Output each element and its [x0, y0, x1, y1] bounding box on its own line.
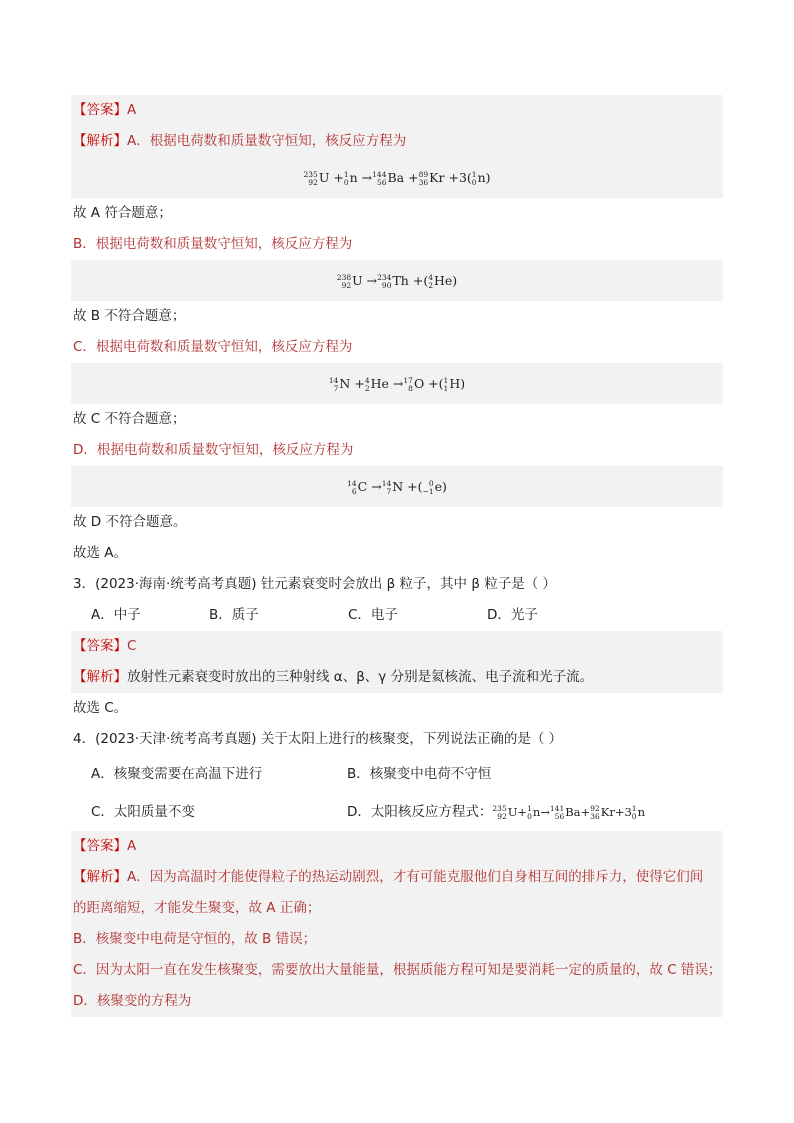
q2-answer-row: [71, 95, 723, 126]
analysis-tag: 【解析】: [73, 133, 127, 149]
q4-answer-row: [71, 831, 723, 862]
analysis-text: A．根据电荷数和质量数守恒知，核反应方程为: [127, 133, 407, 149]
equation-a: 235 92 U + 1 0 n → 144 56 Ba + 89 36 Kr +3( 1 0 n): [71, 157, 723, 198]
option-c: C．电子: [348, 607, 398, 623]
option-d: D．太阳核反应方程式： 235 92 U+ 1 0 n→ 141 56 Ba+ 92 36 Kr+3 1 0 n: [347, 804, 645, 821]
equation-c: 14 7 N + 4 2 He → 17 8 O +( 1 1 H): [71, 363, 723, 404]
q4-analysis-a-line1: [71, 862, 723, 893]
option-c: C．太阳质量不变: [91, 804, 195, 820]
conclusion-c: 故 C 不符合题意；: [73, 411, 186, 427]
conclusion-a: 故 A 符合题意；: [73, 205, 172, 221]
option-b: B．核聚变中电荷不守恒: [347, 766, 492, 782]
answer-value: C: [127, 638, 137, 654]
equation-d: 14 6 C → 14 7 N +( 0 −1 e): [71, 466, 723, 507]
document-page: [71, 95, 723, 1017]
q4-analysis-a-line2: 的距离缩短，才能发生聚变，故 A 正确；: [71, 893, 723, 924]
analysis-tag: 【解析】: [73, 669, 127, 685]
analysis-text: 放射性元素衰变时放出的三种射线 α、β、γ 分别是氦核流、电子流和光子流。: [127, 669, 594, 685]
answer-value: A: [127, 102, 137, 118]
answer-tag: 【答案】: [73, 838, 127, 854]
option-d-equation: 235 92 U+ 1 0 n→ 141 56 Ba+ 92 36 Kr+3 1 0 n: [492, 804, 645, 821]
question-4-options-row1: [71, 755, 723, 793]
q2-analysis-a: [71, 126, 723, 157]
analysis-b: B．根据电荷数和质量数守恒知，核反应方程为: [73, 236, 353, 252]
analysis-tag: 【解析】: [73, 869, 127, 885]
analysis-text: A．因为高温时才能使得粒子的热运动剧烈，才有可能克服他们自身相互间的排斥力，使得它们间: [127, 869, 704, 885]
q4-analysis-d: D．核聚变的方程为: [71, 986, 723, 1017]
option-d: D．光子: [487, 607, 538, 623]
analysis-d: D．根据电荷数和质量数守恒知，核反应方程为: [73, 442, 354, 458]
q3-analysis-row: [71, 662, 723, 693]
q3-answer-row: [71, 631, 723, 662]
question-3-stem: 3．(2023·海南·统考高考真题) 钍元素衰变时会放出 β 粒子，其中 β 粒子是（ ）: [73, 576, 557, 592]
equation-b: 238 92 U → 234 90 Th +( 4 2 He): [71, 260, 723, 301]
q4-analysis-b: B．核聚变中电荷是守恒的，故 B 错误；: [71, 924, 723, 955]
conclusion-d: 故 D 不符合题意。: [73, 514, 187, 530]
option-a: A．中子: [91, 607, 141, 623]
final-answer: 故选 A。: [73, 545, 128, 561]
answer-value: A: [127, 838, 137, 854]
question-4-options-row2: [71, 793, 723, 831]
q4-analysis-c: C．因为太阳一直在发生核聚变，需要放出大量能量，根据质能方程可知是要消耗一定的质量的，故 C 错误；: [71, 955, 723, 986]
question-3-options: [71, 600, 723, 631]
answer-tag: 【答案】: [73, 102, 127, 118]
analysis-c: C．根据电荷数和质量数守恒知，核反应方程为: [73, 339, 353, 355]
conclusion-b: 故 B 不符合题意；: [73, 308, 186, 324]
answer-tag: 【答案】: [73, 638, 127, 654]
question-4-stem: 4．(2023·天津·统考高考真题) 关于太阳上进行的核聚变，下列说法正确的是（ ）: [73, 731, 563, 747]
option-a: A．核聚变需要在高温下进行: [91, 766, 263, 782]
final-answer: 故选 C。: [73, 700, 128, 716]
option-b: B．质子: [209, 607, 259, 623]
